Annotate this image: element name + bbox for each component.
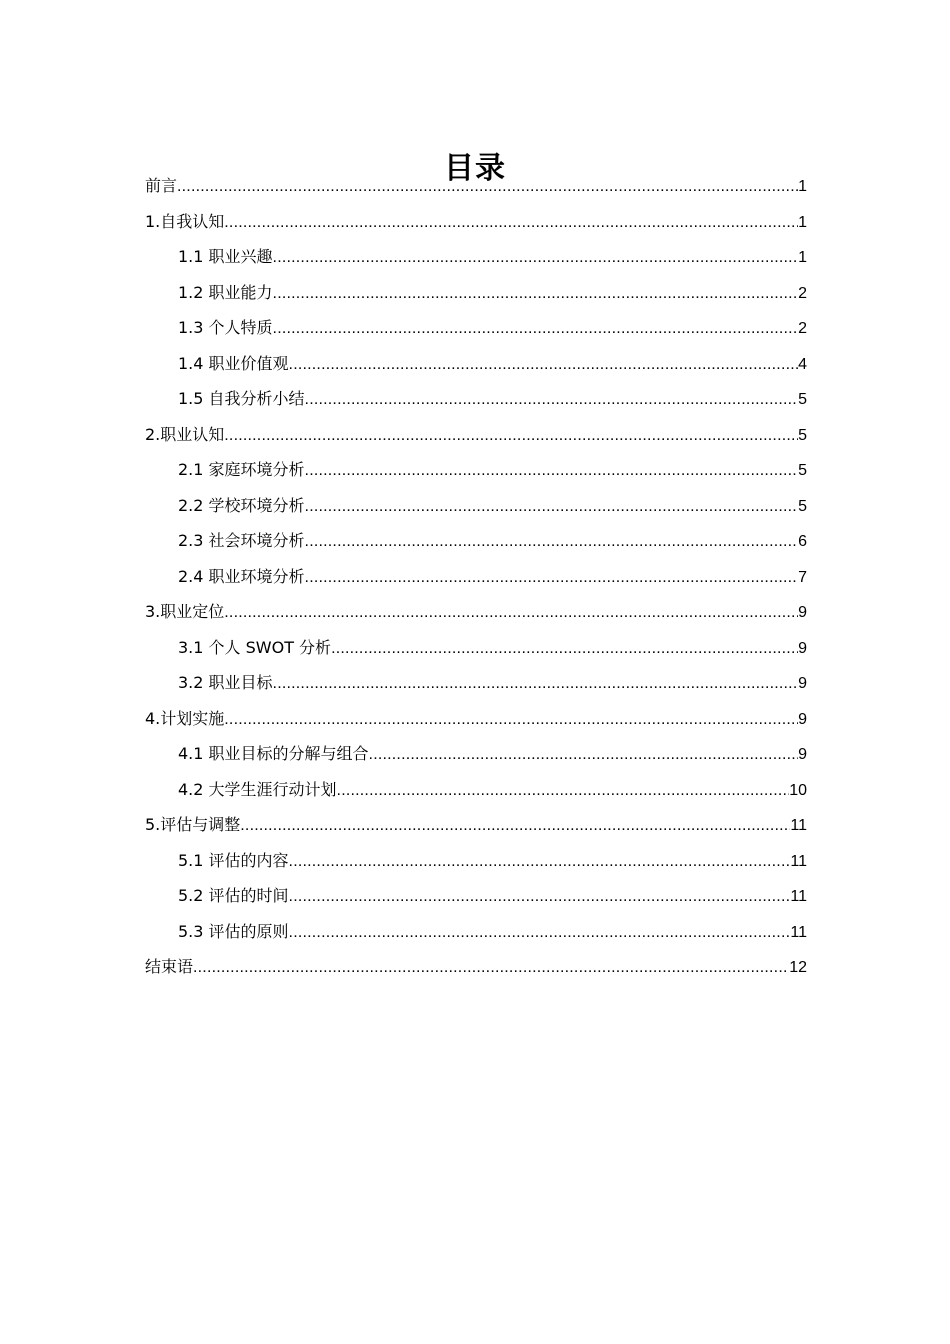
toc-dot-leader	[193, 950, 789, 986]
toc-entry-label: 1.1 职业兴趣	[178, 247, 273, 266]
toc-entry[interactable]	[145, 736, 807, 772]
toc-page-number: 7	[798, 568, 807, 586]
toc-dot-leader	[224, 702, 798, 738]
toc-dot-leader	[305, 382, 799, 418]
toc-entry-label: 2.3 社会环境分析	[178, 531, 305, 550]
toc-dot-leader	[240, 808, 790, 844]
toc-entry[interactable]	[145, 772, 807, 808]
toc-entry-label: 1.4 职业价值观	[178, 353, 289, 373]
toc-entry[interactable]	[145, 843, 807, 879]
toc-entry[interactable]	[145, 310, 807, 346]
toc-page-number: 10	[789, 781, 807, 799]
toc-dot-leader	[305, 489, 799, 525]
toc-page-number: 9	[798, 746, 807, 763]
toc-entry-label: 2.2 学校环境分析	[178, 495, 305, 515]
toc-page-number: 11	[790, 852, 807, 870]
toc-dot-leader	[289, 915, 791, 951]
toc-page-number: 2	[798, 320, 807, 337]
toc-entry-label: 5.1 评估的内容	[178, 850, 289, 870]
toc-dot-leader	[331, 631, 798, 667]
toc-page-number: 1	[798, 249, 807, 266]
toc-page-number: 1	[798, 213, 807, 231]
toc-page-number: 9	[798, 639, 807, 657]
toc-entry-label: 1.自我认知	[145, 211, 225, 231]
toc-entry[interactable]	[145, 701, 807, 737]
toc-entry[interactable]	[145, 665, 807, 701]
toc-entry-label: 5.2 评估的时间	[178, 886, 289, 905]
toc-entry[interactable]	[145, 594, 807, 630]
toc-page-number: 1	[798, 178, 807, 195]
toc-entry[interactable]	[145, 949, 807, 985]
toc-dot-leader	[305, 453, 799, 489]
toc-entry[interactable]	[145, 417, 807, 453]
toc-entry-label: 5.3 评估的原则	[178, 921, 289, 941]
toc-entry-label: 4.计划实施	[145, 708, 225, 728]
toc-entry[interactable]	[145, 488, 807, 524]
toc-entry[interactable]	[145, 239, 807, 275]
toc-entry-label: 1.2 职业能力	[178, 282, 273, 302]
toc-entry-label: 2.1 家庭环境分析	[178, 460, 305, 479]
toc-entry[interactable]	[145, 559, 807, 595]
toc-entry-label: 3.1 个人 SWOT 分析	[178, 637, 332, 657]
toc-dot-leader	[305, 560, 799, 596]
toc-dot-leader	[177, 169, 798, 205]
toc-page-number: 11	[790, 888, 807, 905]
toc-page-number: 11	[790, 817, 807, 834]
toc-dot-leader	[224, 205, 798, 241]
toc-entry-label: 2.职业认知	[145, 424, 225, 444]
toc-entry-label: 5.评估与调整	[145, 815, 241, 834]
toc-dot-leader	[273, 666, 799, 702]
toc-entry-label: 2.4 职业环境分析	[178, 566, 305, 586]
toc-dot-leader	[369, 737, 799, 773]
toc-entry[interactable]	[145, 346, 807, 382]
toc-entry[interactable]	[145, 807, 807, 843]
toc-page-number: 4	[798, 355, 807, 373]
toc-dot-leader	[224, 418, 798, 454]
toc-entry[interactable]	[145, 914, 807, 950]
toc-dot-leader	[289, 347, 799, 383]
toc-entry[interactable]	[145, 381, 807, 417]
toc-page-number: 9	[798, 604, 807, 621]
table-of-contents	[145, 168, 807, 985]
toc-entry[interactable]	[145, 204, 807, 240]
toc-dot-leader	[273, 276, 799, 312]
toc-entry-label: 4.1 职业目标的分解与组合	[178, 744, 369, 763]
toc-entry[interactable]	[145, 452, 807, 488]
toc-entry[interactable]	[145, 523, 807, 559]
toc-dot-leader	[224, 595, 798, 631]
toc-page-number: 9	[798, 675, 807, 692]
toc-dot-leader	[273, 240, 799, 276]
toc-entry[interactable]	[145, 630, 807, 666]
toc-page-number: 6	[798, 533, 807, 550]
toc-entry-label: 3.2 职业目标	[178, 673, 273, 692]
toc-page-number: 9	[798, 710, 807, 728]
toc-page-number: 2	[798, 284, 807, 302]
toc-entry[interactable]	[145, 878, 807, 914]
toc-dot-leader	[305, 524, 799, 560]
toc-entry-label: 前言	[145, 176, 178, 195]
toc-page-number: 11	[790, 923, 807, 941]
toc-page-number: 12	[789, 959, 807, 976]
toc-dot-leader	[289, 844, 791, 880]
toc-page-number: 5	[798, 391, 807, 408]
toc-page-number: 5	[798, 497, 807, 515]
toc-entry[interactable]	[145, 168, 807, 204]
toc-dot-leader	[273, 311, 799, 347]
page-title: 目录	[444, 151, 506, 187]
toc-entry-label: 结束语	[145, 957, 194, 976]
toc-entry-label: 1.5 自我分析小结	[178, 389, 305, 408]
toc-page-number: 5	[798, 462, 807, 479]
toc-entry-label: 3.职业定位	[145, 602, 225, 621]
toc-entry-label: 1.3 个人特质	[178, 318, 273, 337]
toc-entry[interactable]	[145, 275, 807, 311]
toc-page-number: 5	[798, 426, 807, 444]
toc-dot-leader	[289, 879, 791, 915]
toc-dot-leader	[337, 773, 790, 809]
toc-entry-label: 4.2 大学生涯行动计划	[178, 779, 337, 799]
